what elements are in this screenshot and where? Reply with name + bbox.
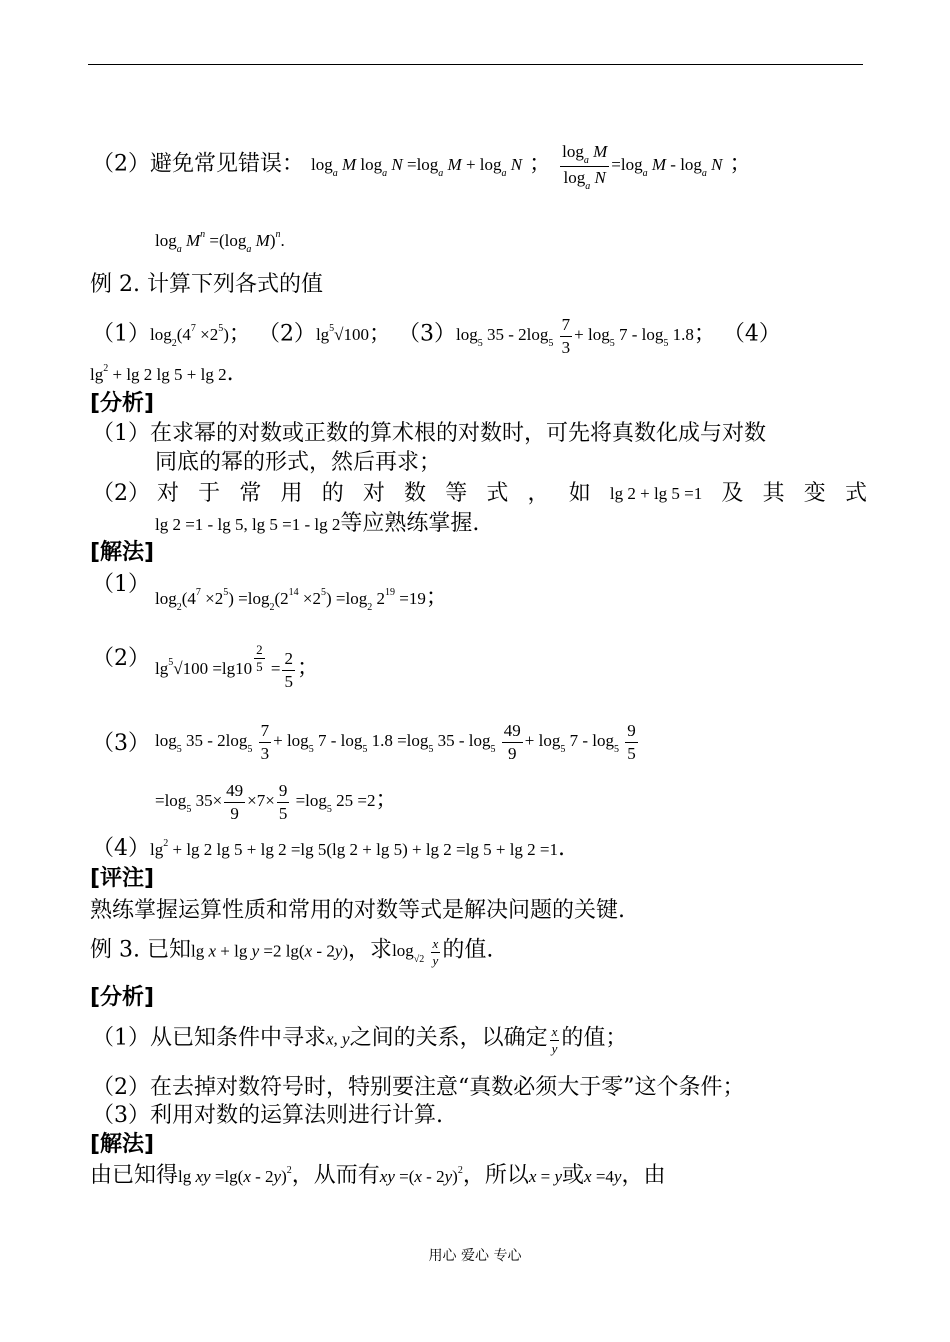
- solution-3-line-2: $=\log_5$ 35× $\frac{49}{9}$ ×7× $\frac{9}{5}$ $=\log_5$ 25 =2；: [155, 781, 398, 823]
- example-2-problem-4: $\lg^2 + \lg 2$ lg 5 + lg 2.: [90, 361, 234, 386]
- common-errors-line: （2）避免常见错误： $\log_a M$ $\log_a N =\log_a$ $M + \log_a N$ ； $\frac{\log_a M}{\log_a N}$ $=\log_a$ M - $\log_a N$ ；: [92, 142, 752, 192]
- comment-heading: [评注]: [90, 866, 155, 891]
- ex3-solution-text: 由已知得lg xy =lg(x - 2y)$^2$，从而有xy =(x - 2y)$^2$，所以x = y或x =4y，由: [90, 1163, 666, 1188]
- solution-2: $\lg^5√100 =\lg 10$ $\frac{2}{5}$ = $\frac{2}{5}$ ；: [155, 642, 319, 691]
- ex3-analysis-2: （2）在去掉对数符号时，特别要注意“真数必须大于零”这个条件；: [92, 1075, 745, 1100]
- example-3-title: 例 3. 已知lg x + lg y =2 lg(x - 2y)，求$\log_{√2}$ $\frac{x}{y}$ 的值.: [90, 936, 494, 968]
- example-2-title: 例 2. 计算下列各式的值: [90, 272, 323, 297]
- formula-error-3: $\log_a M^n =(\log_a$ M)$^n$.: [155, 229, 285, 255]
- solution-3-line-1: $\log_5 35 - 2\log_5$ $\frac{7}{3}$ + $\log_5 7 - \log_5 1.8 =\log_5$ $35 - \log_5$ $\frac{49}{9}$ + $\log_5 7 - \log_5$ $\frac{9}{5}$: [155, 721, 636, 763]
- formula-error-1: $\log_a M$ $\log_a N =\log_a$ $M + \log_a N$: [311, 155, 523, 180]
- comment-text: 熟练掌握运算性质和常用的对数等式是解决问题的关键.: [90, 898, 625, 923]
- formula-error-2: $\frac{\log_a M}{\log_a N}$ $=\log_a$ M - $\log_a N$: [562, 142, 723, 192]
- solution-3-label: （3）: [92, 731, 150, 756]
- analysis-item-1: （1）在求幂的对数或正数的算术根的对数时，可先将真数化成与对数: [92, 421, 767, 446]
- example-2-problems: $(1)\log_2(4^7 \times 2^5)$； $(2)\lg^5√100$； $(3)\log_5$ $35 - 2\log_5$ $\frac{7}{3}$ + $\log_5 7 - \log_5 1.8$； （4）: [92, 315, 781, 357]
- solution-2-label: （2）: [92, 646, 150, 671]
- analysis-item-2: （2） 对 于 常 用 的 对 数 等 式 ， 如 lg 2 + lg 5 =1 及 其 变 式: [92, 481, 867, 506]
- ex3-solution-heading: [解法]: [90, 1132, 155, 1157]
- solution-4: $(4)\lg^2 + \lg 2$ lg 5 + lg 2 =lg 5(lg 2 + lg 5) + lg 2 =lg 5 + lg 2 =1.: [92, 836, 566, 861]
- analysis-item-1-cont: 同底的幂的形式，然后再求；: [155, 450, 442, 475]
- common-errors-label: （2）避免常见错误：: [92, 151, 304, 177]
- solution-heading: [解法]: [90, 540, 155, 565]
- header-rule: [88, 64, 863, 65]
- solution-1: $\log_2(4^7 \times 2^5) =\log_2(2^{14} \times 2^5) =\log_2$ $2^{19} =19$；: [155, 585, 448, 613]
- page-footer: 用心 爱心 专心: [428, 1248, 522, 1264]
- ex3-analysis-3: （3）利用对数的运算法则进行计算.: [92, 1103, 443, 1128]
- analysis-item-2-cont: lg 2 =1 - lg 5, lg 5 =1 - lg 2等应熟练掌握.: [155, 511, 480, 536]
- analysis-heading: [分析]: [90, 391, 155, 416]
- ex3-analysis-heading: [分析]: [90, 985, 155, 1010]
- solution-1-label: （1）: [92, 572, 150, 597]
- ex3-analysis-1: （1）从已知条件中寻求x, y之间的关系，以确定 $\frac{x}{y}$ 的值；: [92, 1024, 628, 1056]
